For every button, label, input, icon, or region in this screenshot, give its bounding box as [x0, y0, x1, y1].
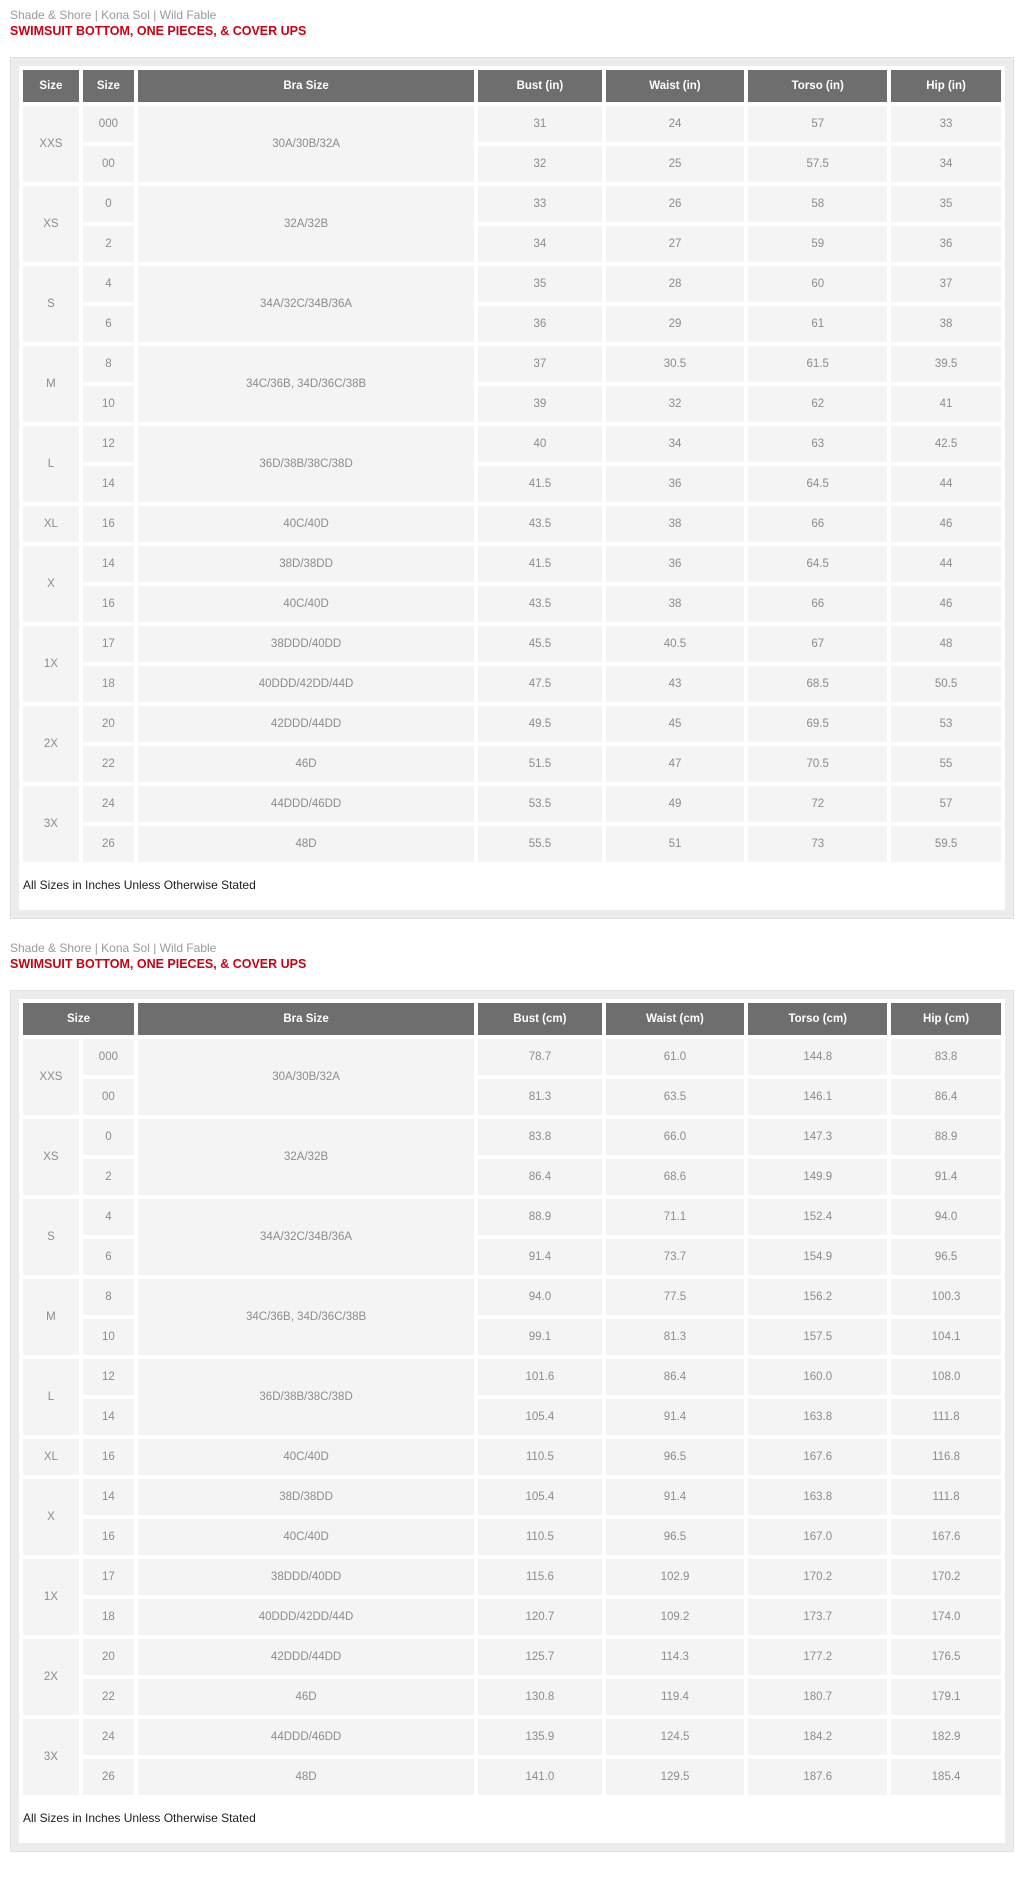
numeric-size-cell: 22	[83, 746, 134, 782]
torso-cell: 62	[748, 386, 887, 422]
waist-cell: 36	[606, 546, 745, 582]
bra-size-cell: 46D	[138, 1679, 474, 1715]
waist-cell: 124.5	[606, 1719, 745, 1755]
waist-cell: 66.0	[606, 1119, 745, 1155]
size-group-cell: S	[23, 266, 79, 342]
table-row	[23, 666, 1001, 702]
hip-cell: 46	[891, 586, 1001, 622]
bust-cell: 105.4	[478, 1399, 601, 1435]
bust-cell: 78.7	[478, 1039, 601, 1075]
hip-cell: 37	[891, 266, 1001, 302]
torso-cell: 61.5	[748, 346, 887, 382]
size-table-inches	[19, 66, 1005, 866]
waist-cell: 68.6	[606, 1159, 745, 1195]
hip-cell: 55	[891, 746, 1001, 782]
column-header: Torso (in)	[748, 70, 887, 102]
column-header: Waist (cm)	[606, 1003, 745, 1035]
numeric-size-cell: 10	[83, 1319, 134, 1355]
brand-line: Shade & Shore | Kona Sol | Wild Fable	[10, 941, 217, 955]
numeric-size-cell: 26	[83, 826, 134, 862]
bust-cell: 81.3	[478, 1079, 601, 1115]
numeric-size-cell: 8	[83, 1279, 134, 1315]
table-row	[23, 1759, 1001, 1795]
numeric-size-cell: 000	[83, 106, 134, 142]
numeric-size-cell: 16	[83, 506, 134, 542]
bust-cell: 47.5	[478, 666, 601, 702]
waist-cell: 81.3	[606, 1319, 745, 1355]
hip-cell: 88.9	[891, 1119, 1001, 1155]
table-row	[23, 1279, 1001, 1315]
torso-cell: 170.2	[748, 1559, 887, 1595]
torso-cell: 152.4	[748, 1199, 887, 1235]
torso-cell: 163.8	[748, 1399, 887, 1435]
hip-cell: 179.1	[891, 1679, 1001, 1715]
bra-size-cell: 40C/40D	[138, 586, 474, 622]
hip-cell: 96.5	[891, 1239, 1001, 1275]
waist-cell: 26	[606, 186, 745, 222]
hip-cell: 91.4	[891, 1159, 1001, 1195]
hip-cell: 94.0	[891, 1199, 1001, 1235]
bust-cell: 120.7	[478, 1599, 601, 1635]
hip-cell: 39.5	[891, 346, 1001, 382]
waist-cell: 29	[606, 306, 745, 342]
torso-cell: 167.0	[748, 1519, 887, 1555]
size-group-cell: XXS	[23, 106, 79, 182]
column-header: Bra Size	[138, 1003, 474, 1035]
torso-cell: 157.5	[748, 1319, 887, 1355]
torso-cell: 180.7	[748, 1679, 887, 1715]
table-row	[23, 1119, 1001, 1155]
hip-cell: 34	[891, 146, 1001, 182]
waist-cell: 40.5	[606, 626, 745, 662]
bra-size-cell: 44DDD/46DD	[138, 786, 474, 822]
waist-cell: 73.7	[606, 1239, 745, 1275]
bra-size-cell: 42DDD/44DD	[138, 706, 474, 742]
waist-cell: 32	[606, 386, 745, 422]
torso-cell: 57.5	[748, 146, 887, 182]
table-row	[23, 1639, 1001, 1675]
footer-note: All Sizes in Inches Unless Otherwise Stated	[19, 866, 1005, 910]
torso-cell: 149.9	[748, 1159, 887, 1195]
hip-cell: 44	[891, 466, 1001, 502]
hip-cell: 104.1	[891, 1319, 1001, 1355]
hip-cell: 44	[891, 546, 1001, 582]
bust-cell: 43.5	[478, 506, 601, 542]
numeric-size-cell: 26	[83, 1759, 134, 1795]
column-header: Bust (cm)	[478, 1003, 601, 1035]
torso-cell: 68.5	[748, 666, 887, 702]
waist-cell: 38	[606, 586, 745, 622]
bust-cell: 105.4	[478, 1479, 601, 1515]
numeric-size-cell: 8	[83, 346, 134, 382]
torso-cell: 60	[748, 266, 887, 302]
size-group-cell: 1X	[23, 626, 79, 702]
hip-cell: 48	[891, 626, 1001, 662]
bust-cell: 125.7	[478, 1639, 601, 1675]
size-group-cell: X	[23, 1479, 79, 1555]
waist-cell: 114.3	[606, 1639, 745, 1675]
size-chart-section-cm	[10, 941, 1014, 1852]
table-row	[23, 746, 1001, 782]
table-row	[23, 586, 1001, 622]
table-row	[23, 1559, 1001, 1595]
hip-cell: 111.8	[891, 1479, 1001, 1515]
numeric-size-cell: 12	[83, 1359, 134, 1395]
size-group-cell: XL	[23, 1439, 79, 1475]
bra-size-cell: 30A/30B/32A	[138, 1039, 474, 1115]
waist-cell: 28	[606, 266, 745, 302]
hip-cell: 53	[891, 706, 1001, 742]
bust-cell: 141.0	[478, 1759, 601, 1795]
bra-size-cell: 38DDD/40DD	[138, 626, 474, 662]
column-header: Bra Size	[138, 70, 474, 102]
hip-cell: 86.4	[891, 1079, 1001, 1115]
waist-cell: 91.4	[606, 1399, 745, 1435]
numeric-size-cell: 2	[83, 1159, 134, 1195]
bra-size-cell: 40C/40D	[138, 1519, 474, 1555]
numeric-size-cell: 17	[83, 1559, 134, 1595]
bust-cell: 45.5	[478, 626, 601, 662]
hip-cell: 36	[891, 226, 1001, 262]
waist-cell: 30.5	[606, 346, 745, 382]
column-header: Waist (in)	[606, 70, 745, 102]
numeric-size-cell: 4	[83, 1199, 134, 1235]
hip-cell: 57	[891, 786, 1001, 822]
waist-cell: 47	[606, 746, 745, 782]
numeric-size-cell: 4	[83, 266, 134, 302]
numeric-size-cell: 17	[83, 626, 134, 662]
bra-size-cell: 34A/32C/34B/36A	[138, 1199, 474, 1275]
size-group-cell: XL	[23, 506, 79, 542]
numeric-size-cell: 18	[83, 666, 134, 702]
bra-size-cell: 46D	[138, 746, 474, 782]
numeric-size-cell: 000	[83, 1039, 134, 1075]
numeric-size-cell: 20	[83, 706, 134, 742]
hip-cell: 167.6	[891, 1519, 1001, 1555]
torso-cell: 167.6	[748, 1439, 887, 1475]
numeric-size-cell: 16	[83, 1439, 134, 1475]
table-row	[23, 706, 1001, 742]
numeric-size-cell: 14	[83, 1479, 134, 1515]
waist-cell: 109.2	[606, 1599, 745, 1635]
torso-cell: 187.6	[748, 1759, 887, 1795]
torso-cell: 73	[748, 826, 887, 862]
numeric-size-cell: 24	[83, 786, 134, 822]
bra-size-cell: 34A/32C/34B/36A	[138, 266, 474, 342]
torso-cell: 57	[748, 106, 887, 142]
bra-size-cell: 34C/36B, 34D/36C/38B	[138, 1279, 474, 1355]
waist-cell: 51	[606, 826, 745, 862]
waist-cell: 129.5	[606, 1759, 745, 1795]
bra-size-cell: 32A/32B	[138, 1119, 474, 1195]
torso-cell: 64.5	[748, 466, 887, 502]
waist-cell: 43	[606, 666, 745, 702]
numeric-size-cell: 0	[83, 186, 134, 222]
bust-cell: 91.4	[478, 1239, 601, 1275]
table-wrap	[19, 999, 1005, 1843]
size-group-cell: L	[23, 426, 79, 502]
waist-cell: 27	[606, 226, 745, 262]
numeric-size-cell: 24	[83, 1719, 134, 1755]
numeric-size-cell: 12	[83, 426, 134, 462]
waist-cell: 34	[606, 426, 745, 462]
table-row	[23, 1479, 1001, 1515]
column-header: Size	[83, 70, 134, 102]
bust-cell: 31	[478, 106, 601, 142]
numeric-size-cell: 2	[83, 226, 134, 262]
bust-cell: 101.6	[478, 1359, 601, 1395]
bust-cell: 35	[478, 266, 601, 302]
bust-cell: 51.5	[478, 746, 601, 782]
torso-cell: 146.1	[748, 1079, 887, 1115]
table-row	[23, 266, 1001, 302]
table-row	[23, 1719, 1001, 1755]
bra-size-cell: 40C/40D	[138, 506, 474, 542]
hip-cell: 170.2	[891, 1559, 1001, 1595]
table-row	[23, 826, 1001, 862]
waist-cell: 96.5	[606, 1519, 745, 1555]
hip-cell: 38	[891, 306, 1001, 342]
table-row	[23, 626, 1001, 662]
bust-cell: 37	[478, 346, 601, 382]
bust-cell: 88.9	[478, 1199, 601, 1235]
table-row	[23, 426, 1001, 462]
hip-cell: 59.5	[891, 826, 1001, 862]
torso-cell: 66	[748, 586, 887, 622]
size-group-cell: X	[23, 546, 79, 622]
waist-cell: 77.5	[606, 1279, 745, 1315]
column-header: Bust (in)	[478, 70, 601, 102]
table-row	[23, 1679, 1001, 1715]
size-group-cell: XS	[23, 186, 79, 262]
bust-cell: 83.8	[478, 1119, 601, 1155]
bust-cell: 55.5	[478, 826, 601, 862]
torso-cell: 147.3	[748, 1119, 887, 1155]
column-header: Size	[23, 1003, 134, 1035]
waist-cell: 63.5	[606, 1079, 745, 1115]
size-group-cell: L	[23, 1359, 79, 1435]
numeric-size-cell: 14	[83, 1399, 134, 1435]
hip-cell: 116.8	[891, 1439, 1001, 1475]
size-group-cell: 2X	[23, 706, 79, 782]
size-table-cm	[19, 999, 1005, 1799]
numeric-size-cell: 6	[83, 1239, 134, 1275]
torso-cell: 173.7	[748, 1599, 887, 1635]
header-row	[23, 1003, 1001, 1035]
size-group-cell: M	[23, 346, 79, 422]
bra-size-cell: 48D	[138, 1759, 474, 1795]
torso-cell: 160.0	[748, 1359, 887, 1395]
bra-size-cell: 38D/38DD	[138, 546, 474, 582]
bust-cell: 130.8	[478, 1679, 601, 1715]
torso-cell: 70.5	[748, 746, 887, 782]
column-header: Hip (in)	[891, 70, 1001, 102]
torso-cell: 66	[748, 506, 887, 542]
waist-cell: 96.5	[606, 1439, 745, 1475]
torso-cell: 59	[748, 226, 887, 262]
table-row	[23, 1199, 1001, 1235]
numeric-size-cell: 20	[83, 1639, 134, 1675]
bust-cell: 49.5	[478, 706, 601, 742]
bra-size-cell: 34C/36B, 34D/36C/38B	[138, 346, 474, 422]
hip-cell: 100.3	[891, 1279, 1001, 1315]
bra-size-cell: 44DDD/46DD	[138, 1719, 474, 1755]
numeric-size-cell: 22	[83, 1679, 134, 1715]
waist-cell: 36	[606, 466, 745, 502]
hip-cell: 174.0	[891, 1599, 1001, 1635]
size-group-cell: 1X	[23, 1559, 79, 1635]
table-row	[23, 786, 1001, 822]
bust-cell: 41.5	[478, 546, 601, 582]
hip-cell: 108.0	[891, 1359, 1001, 1395]
torso-cell: 156.2	[748, 1279, 887, 1315]
bust-cell: 43.5	[478, 586, 601, 622]
waist-cell: 61.0	[606, 1039, 745, 1075]
size-group-cell: S	[23, 1199, 79, 1275]
column-header: Size	[23, 70, 79, 102]
numeric-size-cell: 16	[83, 586, 134, 622]
waist-cell: 119.4	[606, 1679, 745, 1715]
torso-cell: 58	[748, 186, 887, 222]
waist-cell: 24	[606, 106, 745, 142]
torso-cell: 67	[748, 626, 887, 662]
bra-size-cell: 40DDD/42DD/44D	[138, 1599, 474, 1635]
size-group-cell: XXS	[23, 1039, 79, 1115]
numeric-size-cell: 18	[83, 1599, 134, 1635]
torso-cell: 63	[748, 426, 887, 462]
bra-size-cell: 38D/38DD	[138, 1479, 474, 1515]
numeric-size-cell: 14	[83, 546, 134, 582]
bra-size-cell: 42DDD/44DD	[138, 1639, 474, 1675]
bra-size-cell: 38DDD/40DD	[138, 1559, 474, 1595]
table-row	[23, 1039, 1001, 1075]
bust-cell: 41.5	[478, 466, 601, 502]
bust-cell: 110.5	[478, 1439, 601, 1475]
table-row	[23, 1439, 1001, 1475]
table-row	[23, 506, 1001, 542]
bust-cell: 135.9	[478, 1719, 601, 1755]
column-header: Hip (cm)	[891, 1003, 1001, 1035]
bust-cell: 86.4	[478, 1159, 601, 1195]
hip-cell: 42.5	[891, 426, 1001, 462]
numeric-size-cell: 00	[83, 146, 134, 182]
hip-cell: 46	[891, 506, 1001, 542]
page-title: SWIMSUIT BOTTOM, ONE PIECES, & COVER UPS	[10, 957, 307, 971]
numeric-size-cell: 16	[83, 1519, 134, 1555]
brand-line: Shade & Shore | Kona Sol | Wild Fable	[10, 8, 217, 22]
table-row	[23, 1599, 1001, 1635]
table-row	[23, 186, 1001, 222]
size-group-cell: 3X	[23, 1719, 79, 1795]
table-row	[23, 1359, 1001, 1395]
bust-cell: 34	[478, 226, 601, 262]
waist-cell: 91.4	[606, 1479, 745, 1515]
numeric-size-cell: 14	[83, 466, 134, 502]
size-group-cell: 3X	[23, 786, 79, 862]
hip-cell: 83.8	[891, 1039, 1001, 1075]
table-wrap	[19, 66, 1005, 910]
torso-cell: 144.8	[748, 1039, 887, 1075]
torso-cell: 69.5	[748, 706, 887, 742]
torso-cell: 154.9	[748, 1239, 887, 1275]
bust-cell: 110.5	[478, 1519, 601, 1555]
hip-cell: 176.5	[891, 1639, 1001, 1675]
bra-size-cell: 36D/38B/38C/38D	[138, 426, 474, 502]
waist-cell: 45	[606, 706, 745, 742]
waist-cell: 38	[606, 506, 745, 542]
torso-cell: 61	[748, 306, 887, 342]
table-row	[23, 106, 1001, 142]
table-row	[23, 346, 1001, 382]
size-chart-section-inches	[10, 8, 1014, 919]
bust-cell: 32	[478, 146, 601, 182]
hip-cell: 185.4	[891, 1759, 1001, 1795]
torso-cell: 177.2	[748, 1639, 887, 1675]
bust-cell: 33	[478, 186, 601, 222]
size-group-cell: XS	[23, 1119, 79, 1195]
numeric-size-cell: 6	[83, 306, 134, 342]
bust-cell: 115.6	[478, 1559, 601, 1595]
torso-cell: 72	[748, 786, 887, 822]
hip-cell: 35	[891, 186, 1001, 222]
hip-cell: 41	[891, 386, 1001, 422]
table-row	[23, 1519, 1001, 1555]
table-panel-cm	[10, 990, 1014, 1852]
waist-cell: 71.1	[606, 1199, 745, 1235]
bra-size-cell: 32A/32B	[138, 186, 474, 262]
bust-cell: 99.1	[478, 1319, 601, 1355]
table-panel-inches	[10, 57, 1014, 919]
numeric-size-cell: 10	[83, 386, 134, 422]
waist-cell: 49	[606, 786, 745, 822]
bra-size-cell: 36D/38B/38C/38D	[138, 1359, 474, 1435]
bra-size-cell: 48D	[138, 826, 474, 862]
table-row	[23, 546, 1001, 582]
bra-size-cell: 40DDD/42DD/44D	[138, 666, 474, 702]
bra-size-cell: 40C/40D	[138, 1439, 474, 1475]
bust-cell: 53.5	[478, 786, 601, 822]
bra-size-cell: 30A/30B/32A	[138, 106, 474, 182]
bust-cell: 39	[478, 386, 601, 422]
column-header: Torso (cm)	[748, 1003, 887, 1035]
numeric-size-cell: 00	[83, 1079, 134, 1115]
torso-cell: 163.8	[748, 1479, 887, 1515]
waist-cell: 25	[606, 146, 745, 182]
hip-cell: 182.9	[891, 1719, 1001, 1755]
size-group-cell: 2X	[23, 1639, 79, 1715]
hip-cell: 33	[891, 106, 1001, 142]
bust-cell: 40	[478, 426, 601, 462]
numeric-size-cell: 0	[83, 1119, 134, 1155]
torso-cell: 64.5	[748, 546, 887, 582]
header-row	[23, 70, 1001, 102]
page-title: SWIMSUIT BOTTOM, ONE PIECES, & COVER UPS	[10, 24, 307, 38]
size-group-cell: M	[23, 1279, 79, 1355]
hip-cell: 50.5	[891, 666, 1001, 702]
bust-cell: 94.0	[478, 1279, 601, 1315]
waist-cell: 86.4	[606, 1359, 745, 1395]
footer-note: All Sizes in Inches Unless Otherwise Stated	[19, 1799, 1005, 1843]
waist-cell: 102.9	[606, 1559, 745, 1595]
torso-cell: 184.2	[748, 1719, 887, 1755]
bust-cell: 36	[478, 306, 601, 342]
hip-cell: 111.8	[891, 1399, 1001, 1435]
